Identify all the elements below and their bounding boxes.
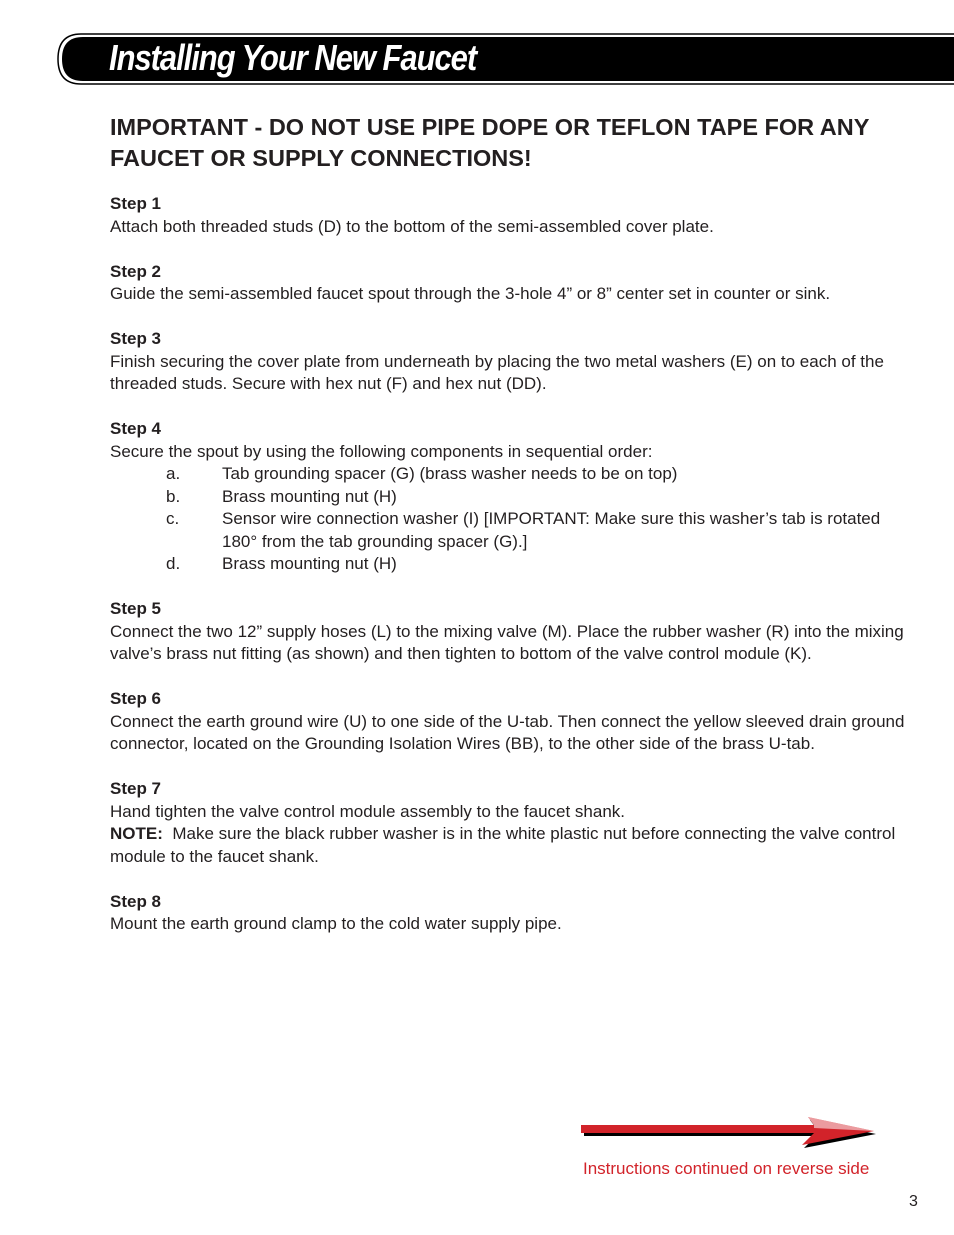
list-letter: c. [166,509,180,528]
step-title: Step 3 [110,329,162,348]
right-arrow-icon [578,1113,884,1151]
step-1 [110,193,910,238]
step-7 [110,778,910,868]
step-text: Connect the earth ground wire (U) to one side of the U-tab. Then connect the yellow sleeved drain ground connector, located on the Grounding Isolation Wires (BB), to the other side of the brass U-tab. [110,711,905,753]
step-text: Finish securing the cover plate from underneath by placing the two metal washers (E) on to each of the threaded studs. Secure with hex nut (F) and hex nut (DD). [110,351,884,393]
note-label: NOTE: [110,824,163,843]
list-text: Brass mounting nut (H) [222,554,397,573]
list-letter: a. [166,464,181,483]
component-list [110,463,910,576]
list-item [110,486,910,509]
step-note [110,823,910,868]
step-5 [110,598,910,666]
step-text: Secure the spout by using the following components in sequential order: [110,441,653,461]
page-title: Installing Your New Faucet [109,37,477,78]
step-text: Guide the semi-assembled faucet spout through the 3-hole 4” or 8” center set in counter or sink. [110,284,831,303]
step-4 [110,418,910,576]
step-title: Step 8 [110,891,162,911]
instructions [110,193,910,958]
step-3 [110,328,910,396]
step-6 [110,688,910,756]
list-letter: b. [166,486,181,506]
page-number: 3 [909,1193,918,1210]
title-banner [57,33,954,85]
step-title: Step 2 [110,261,162,281]
list-letter: d. [166,554,181,573]
list-item [110,553,910,576]
step-text: Connect the two 12” supply hoses (L) to the mixing valve (M). Place the rubber washer (R) into the mixing valve’s brass nut fitting (as shown) and then tighten to bottom of the valve control module (K). [110,621,904,663]
step-title: Step 4 [110,419,162,438]
list-item [110,463,910,486]
step-text: Hand tighten the valve control module assembly to the faucet shank. [110,801,626,821]
step-title: Step 7 [110,779,162,798]
continued-note: Instructions continued on reverse side [583,1159,870,1178]
list-text: Brass mounting nut (H) [222,486,397,506]
list-text: Tab grounding spacer (G) (brass washer needs to be on top) [222,464,678,483]
step-8 [110,891,910,936]
step-2 [110,261,910,306]
list-text: Sensor wire connection washer (I) [IMPORTANT: Make sure this washer’s tab is rotated 180° from the tab grounding spacer (G).] [222,509,881,551]
important-warning: IMPORTANT - DO NOT USE PIPE DOPE OR TEFLON TAPE FOR ANY FAUCET OR SUPPLY CONNECTIONS! [110,114,869,171]
list-item [110,508,910,553]
step-title: Step 6 [110,689,162,708]
step-title: Step 1 [110,194,162,213]
note-text: Make sure the black rubber washer is in the white plastic nut before connecting the valve control module to the faucet shank. [110,824,900,866]
step-text: Attach both threaded studs (D) to the bottom of the semi-assembled cover plate. [110,216,714,236]
step-title: Step 5 [110,599,162,618]
step-text: Mount the earth ground clamp to the cold water supply pipe. [110,914,562,933]
